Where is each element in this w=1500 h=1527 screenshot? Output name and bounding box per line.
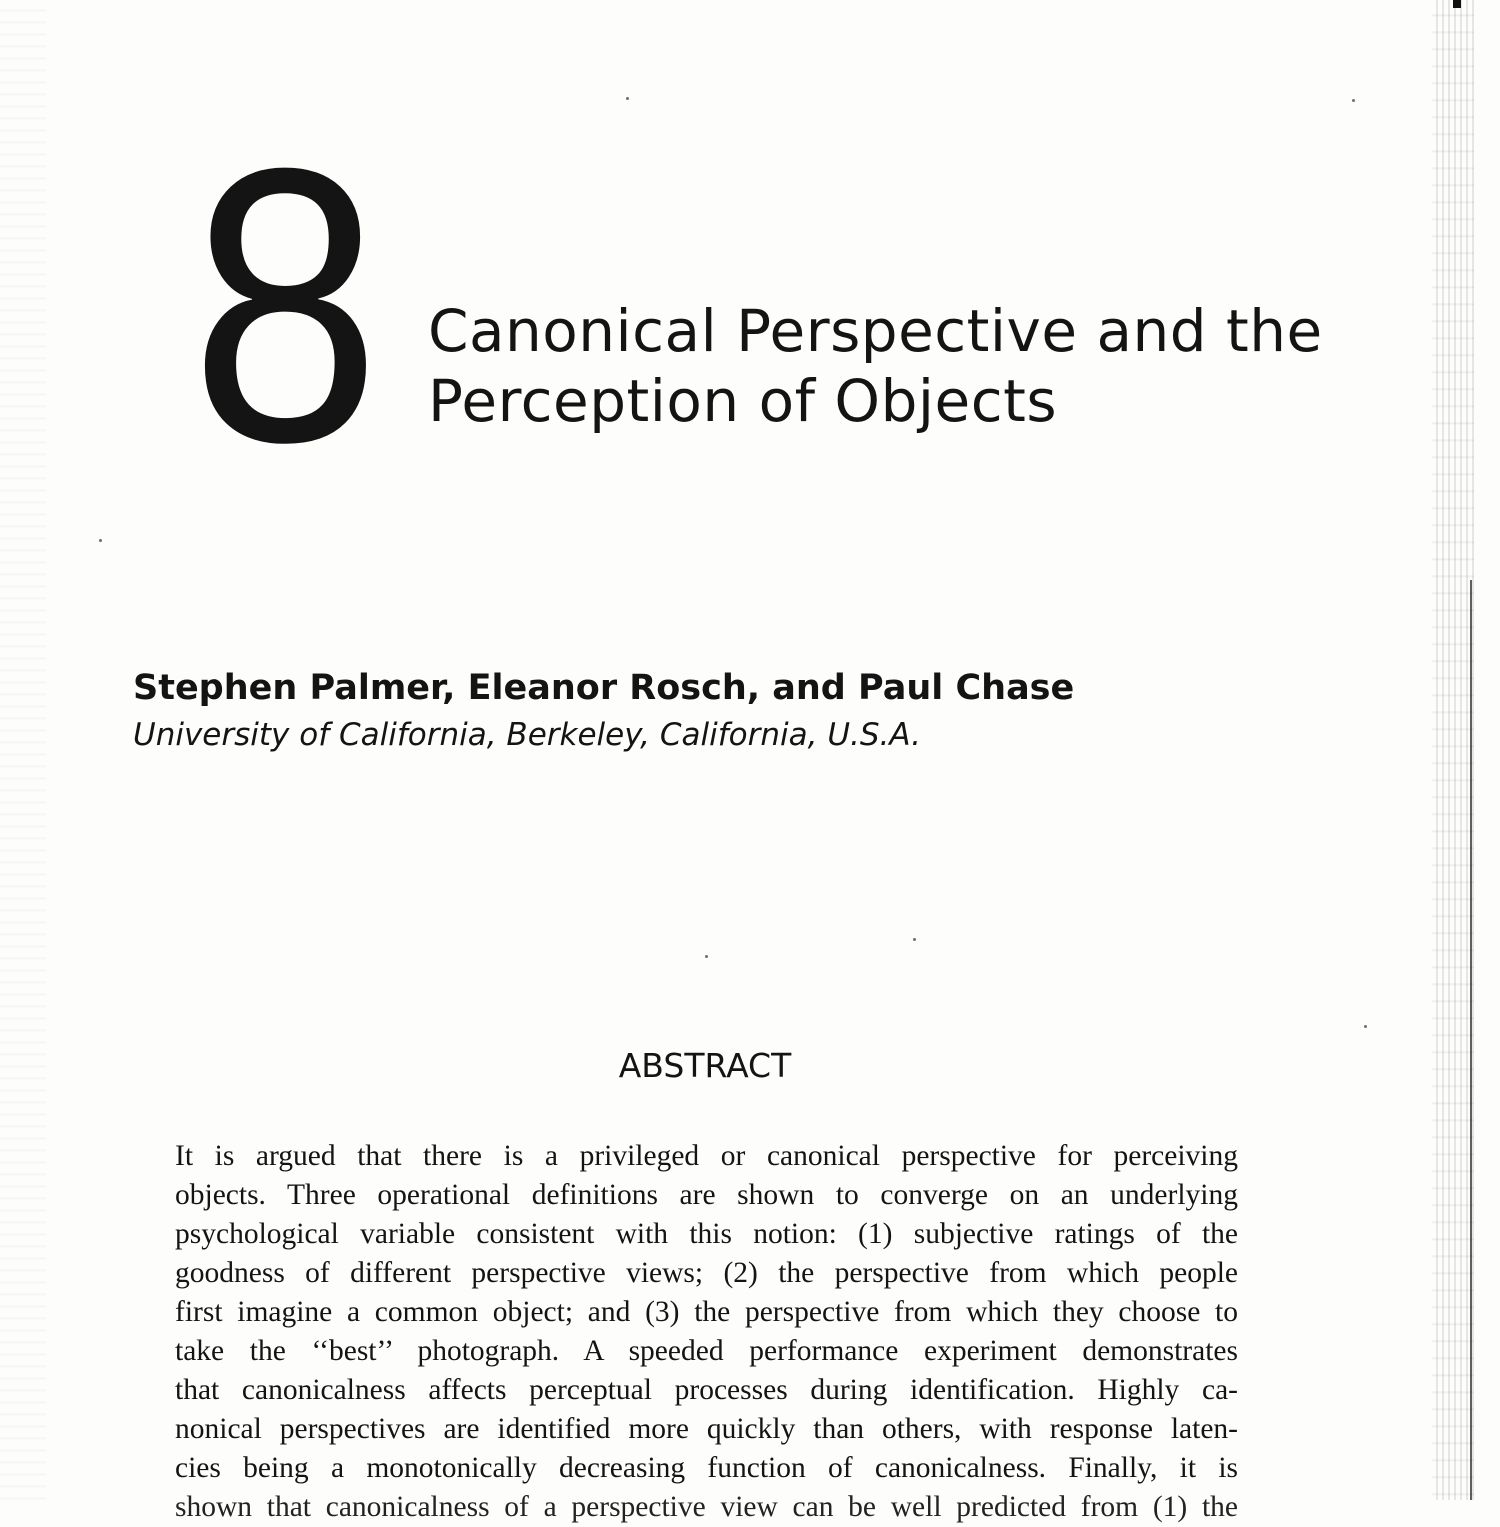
abstract-line: first imagine a common object; and (3) the perspective from which they choose to — [175, 1296, 1238, 1328]
abstract-line: goodness of different perspective views; (2) the perspective from which people — [175, 1257, 1238, 1289]
abstract-line: nonical perspectives are identified more quickly than others, with response laten- — [175, 1413, 1238, 1445]
chapter-title-line: Perception of Objects — [428, 367, 1058, 435]
scan-speck — [626, 97, 629, 100]
abstract-line: shown that canonicalness of a perspective view can be well predicted from (1) the — [175, 1491, 1238, 1523]
abstract-heading: ABSTRACT — [618, 1046, 792, 1085]
chapter-number: 8 — [190, 87, 373, 523]
abstract-line: objects. Three operational definitions are shown to converge on an underlying — [175, 1179, 1238, 1211]
abstract-line: cies being a monotonically decreasing function of canonicalness. Finally, it is — [175, 1452, 1238, 1484]
authors: Stephen Palmer, Eleanor Rosch, and Paul Chase — [133, 668, 1075, 708]
chapter-title-line: Canonical Perspective and the — [428, 297, 1323, 365]
chapter-title — [428, 296, 1328, 436]
scan-corner-mark — [1453, 0, 1461, 8]
scan-speck — [99, 539, 102, 542]
abstract-line: psychological variable consistent with this notion: (1) subjective ratings of the — [175, 1218, 1238, 1250]
abstract-line: It is argued that there is a privileged or canonical perspective for perceiving — [175, 1140, 1238, 1172]
affiliation: University of California, Berkeley, California, U.S.A. — [133, 717, 922, 753]
abstract-line: that canonicalness affects perceptual processes during identification. Highly ca- — [175, 1374, 1238, 1406]
abstract-line: take the ‘‘best’’ photograph. A speeded performance experiment demonstrates — [175, 1335, 1238, 1367]
abstract-body — [175, 1137, 1238, 1527]
scan-speck — [1364, 1025, 1367, 1028]
scan-speck — [1352, 99, 1355, 102]
scan-speck — [913, 938, 916, 941]
scan-binding-line — [1470, 580, 1472, 1500]
scan-binding-edge — [1432, 0, 1474, 1500]
scan-speck — [705, 955, 708, 958]
scan-left-edge — [0, 0, 46, 1500]
